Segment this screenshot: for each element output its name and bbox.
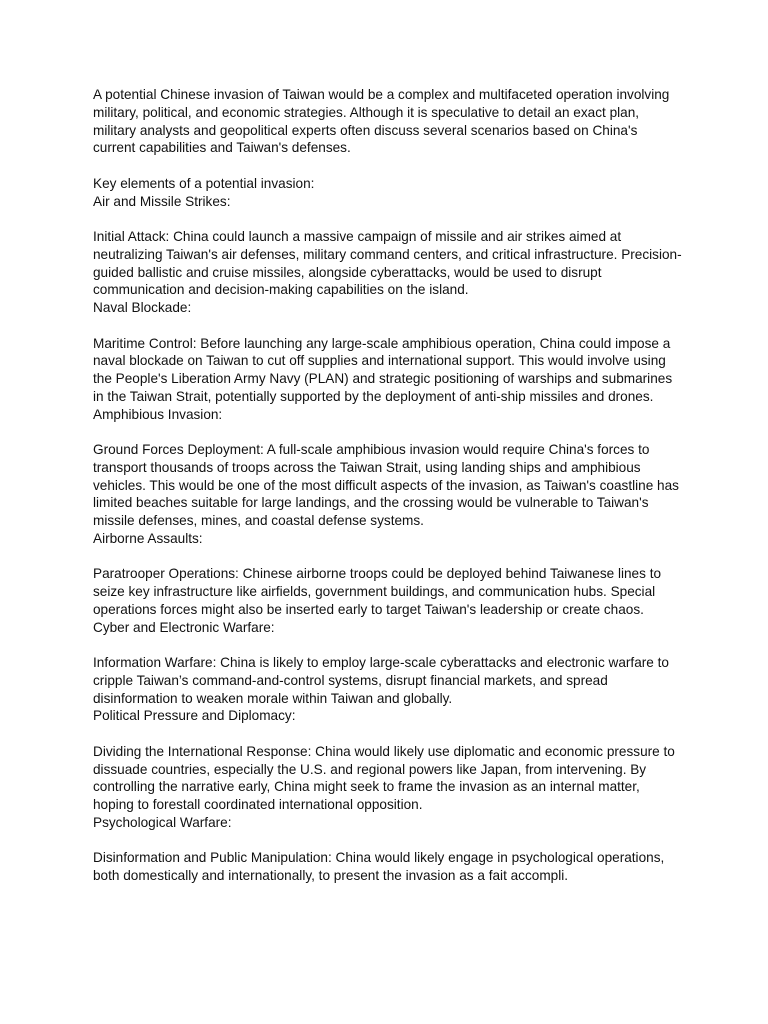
section-heading-naval-blockade: Naval Blockade: [93, 300, 192, 315]
section-heading-psychological: Psychological Warfare: [93, 814, 232, 830]
intro-paragraph: A potential Chinese invasion of Taiwan would be a complex and multifaceted operation involving military, political, and economic strategies. Although it is speculative to detail an exact plan, military analysts and geopolitical experts often discuss several scenarios based on China's current capabilities and Taiwan's defenses. [93, 87, 670, 156]
key-elements-heading: Key elements of a potential invasion: [93, 175, 315, 191]
section-heading-political: Political Pressure and Diplomacy: [93, 708, 296, 724]
section-body-psychological: Disinformation and Public Manipulation: China would likely engage in psychological operations, both domestically and internationally, to present the invasion as a fait accompli. [93, 850, 665, 883]
paragraph-spacer [93, 423, 683, 441]
paragraph-spacer [93, 157, 683, 175]
section-heading-air-missile: Air and Missile Strikes: [93, 193, 231, 209]
paragraph-spacer [93, 548, 683, 566]
paragraph-spacer [93, 725, 683, 743]
section-body-cyber: Information Warfare: China is likely to employ large-scale cyberattacks and electronic warfare to cripple Taiwan’s command-and-control systems, disrupt financial markets, and spread disinformation to weaken morale within Taiwan and globally. [93, 655, 669, 706]
section-heading-airborne: Airborne Assaults: [93, 530, 203, 546]
paragraph-spacer [93, 636, 683, 654]
paragraph-spacer [93, 832, 683, 850]
section-body-air-missile: Initial Attack: China could launch a massive campaign of missile and air strikes aimed at neutralizing Taiwan's air defenses, military command centers, and critical infrastructure. Precision-guided ballistic and cruise missiles, alongside cyberattacks, would be used to disrupt communication and decision-making capabilities on the island. [93, 229, 682, 298]
section-body-amphibious: Ground Forces Deployment: A full-scale amphibious invasion would require China's forces to transport thousands of troops across the Taiwan Strait, using landing ships and amphibious vehicles. This would be one of the most difficult aspects of the invasion, as Taiwan's coastline has limited beaches suitable for large landings, and the crossing would be vulnerable to Taiwan's missile defenses, mines, and coastal defense systems. [93, 442, 679, 528]
paragraph-spacer [93, 210, 683, 228]
section-body-airborne: Paratrooper Operations: Chinese airborne troops could be deployed behind Taiwanese lines to seize key infrastructure like airfields, government buildings, and communication hubs. Special operations forces might also be inserted early to target Taiwan's leadership or create chaos. [93, 566, 662, 617]
document-body [93, 86, 683, 885]
section-heading-amphibious: Amphibious Invasion: [93, 406, 223, 422]
section-body-political: Dividing the International Response: China would likely use diplomatic and economic pressure to dissuade countries, especially the U.S. and regional powers like Japan, from intervening. By controlling the narrative early, China might seek to frame the invasion as an internal matter, hoping to forestall coordinated international opposition. [93, 743, 675, 812]
section-body-naval-blockade: Maritime Control: Before launching any large-scale amphibious operation, China could impose a naval blockade on Taiwan to cut off supplies and international support. This would involve using the People's Liberation Army Navy (PLAN) and strategic positioning of warships and submarines in the Taiwan Strait, potentially supported by the deployment of anti-ship missiles and drones. [93, 335, 673, 404]
paragraph-spacer [93, 317, 683, 335]
section-heading-cyber: Cyber and Electronic Warfare: [93, 619, 275, 635]
